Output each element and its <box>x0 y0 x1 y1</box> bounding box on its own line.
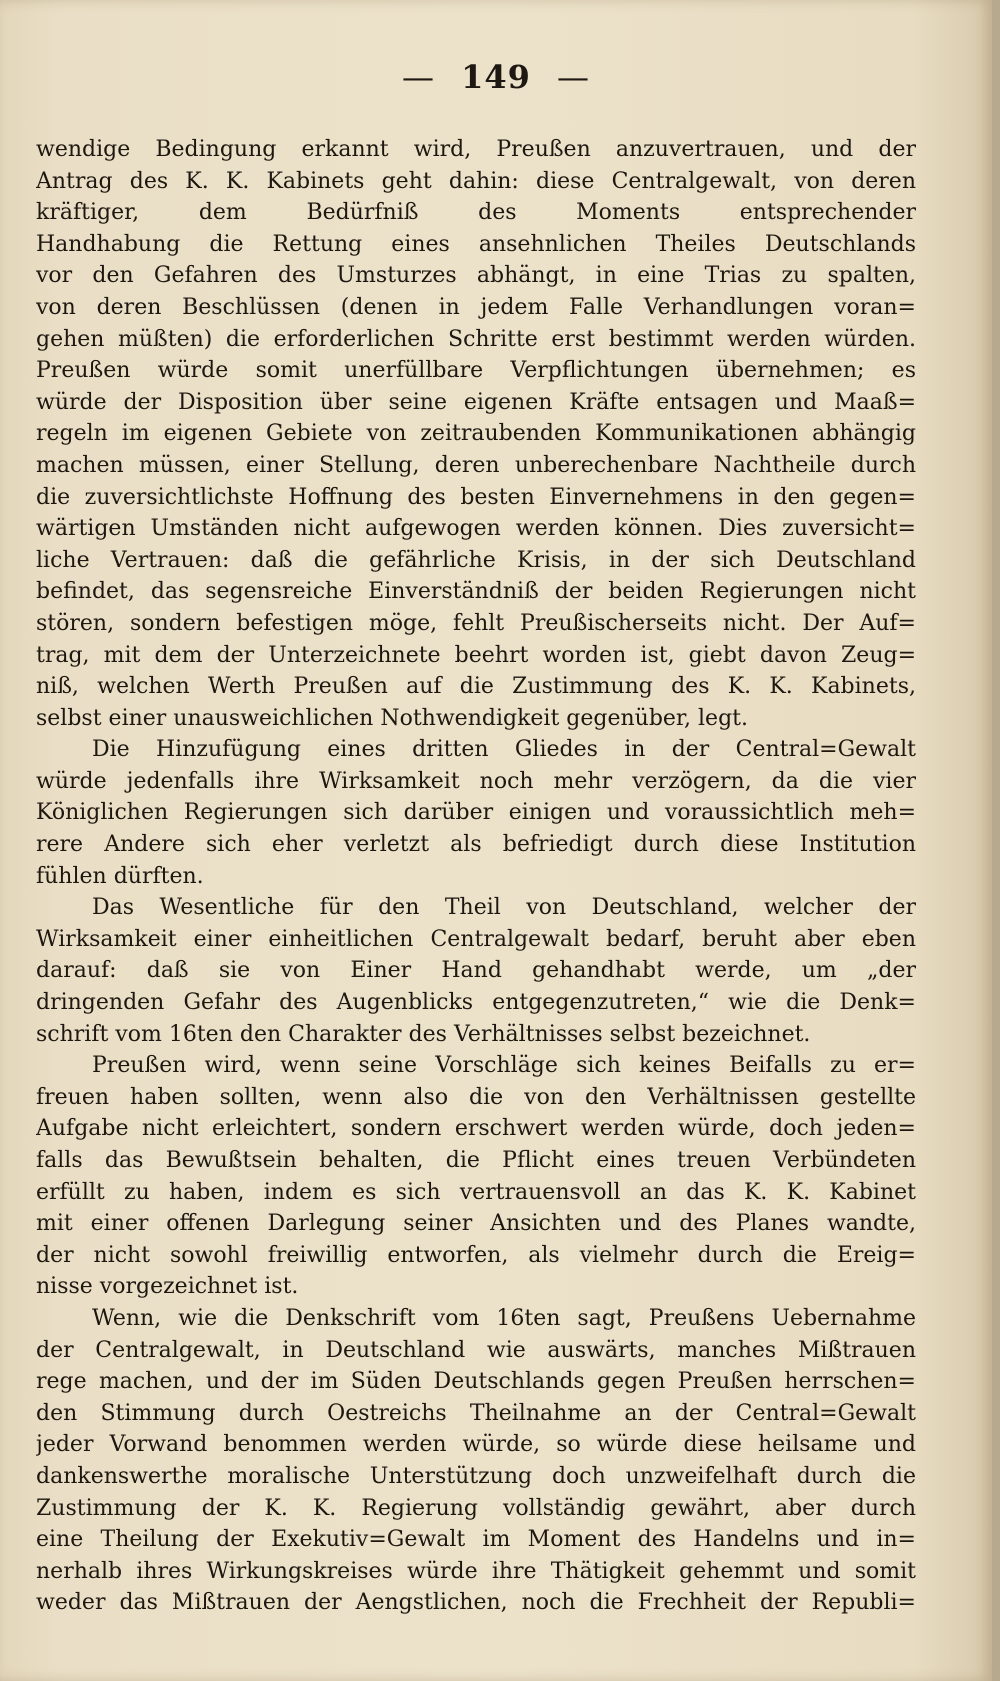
text-line: von deren Beschlüssen (denen in jedem Falle Verhandlungen voran= <box>36 294 916 320</box>
text-line: Zustimmung der K. K. Regierung vollständig gewährt, aber durch <box>36 1495 916 1521</box>
text-line: regeln im eigenen Gebiete von zeitraubenden Kommunikationen abhängig <box>36 421 916 447</box>
text-line: rere Andere sich eher verletzt als befriedigt durch diese Institution <box>36 832 916 858</box>
text-line: den Stimmung durch Oestreichs Theilnahme an der Central=Gewalt <box>36 1400 916 1426</box>
page-edge <box>992 0 1000 1681</box>
text-line: der Centralgewalt, in Deutschland wie auswärts, manches Mißtrauen <box>36 1337 916 1363</box>
text-line: dankenswerthe moralische Unterstützung doch unzweifelhaft durch die <box>36 1463 916 1489</box>
text-line: Antrag des K. K. Kabinets geht dahin: diese Centralgewalt, von deren <box>36 168 916 194</box>
text-line: darauf: daß sie von Einer Hand gehandhabt werde, um „der <box>36 958 916 984</box>
text-line: nisse vorgezeichnet ist. <box>36 1274 299 1300</box>
page-header <box>0 58 992 96</box>
page-number: 149 <box>461 58 531 96</box>
header-dash-left: — <box>401 58 435 96</box>
text-line: vor den Gefahren des Umsturzes abhängt, in eine Trias zu spalten, <box>36 263 916 289</box>
text-line: Königlichen Regierungen sich darüber einigen und voraussichtlich meh= <box>36 800 916 826</box>
text-line: fühlen dürften. <box>36 863 204 889</box>
text-line: Wenn, wie die Denkschrift vom 16ten sagt, Preußens Uebernahme <box>92 1305 916 1331</box>
text-line: Wirksamkeit einer einheitlichen Centralgewalt bedarf, beruht aber eben <box>36 926 916 952</box>
text-line: niß, welchen Werth Preußen auf die Zustimmung des K. K. Kabinets, <box>36 674 916 700</box>
text-line: Das Wesentliche für den Theil von Deutschland, welcher der <box>92 895 916 921</box>
text-line: liche Vertrauen: daß die gefährliche Krisis, in der sich Deutschland <box>36 547 916 573</box>
text-line: nerhalb ihres Wirkungskreises würde ihre Thätigkeit gehemmt und somit <box>36 1558 916 1584</box>
text-line: befindet, das segensreiche Einverständniß der beiden Regierungen nicht <box>36 579 916 605</box>
text-line: eine Theilung der Exekutiv=Gewalt im Moment des Handelns und in= <box>36 1527 916 1553</box>
text-line: trag, mit dem der Unterzeichnete beehrt worden ist, giebt davon Zeug= <box>36 642 916 668</box>
text-line: jeder Vorwand benommen werden würde, so würde diese heilsame und <box>36 1432 916 1458</box>
text-line: selbst einer unausweichlichen Nothwendigkeit gegenüber, legt. <box>36 705 748 731</box>
page-body-text <box>36 134 916 1619</box>
text-line: machen müssen, einer Stellung, deren unberechenbare Nachtheile durch <box>36 452 916 478</box>
text-line: rege machen, und der im Süden Deutschlands gegen Preußen herrschen= <box>36 1369 916 1395</box>
text-line: wendige Bedingung erkannt wird, Preußen anzuvertrauen, und der <box>36 137 916 162</box>
text-line: Die Hinzufügung eines dritten Gliedes in der Central=Gewalt <box>92 737 916 763</box>
text-line: Aufgabe nicht erleichtert, sondern erschwert werden würde, doch jeden= <box>36 1116 916 1142</box>
text-line: schrift vom 16ten den Charakter des Verhältnisses selbst bezeichnet. <box>36 1021 811 1047</box>
text-line: Preußen wird, wenn seine Vorschläge sich keines Beifalls zu er= <box>92 1053 916 1079</box>
text-line: weder das Mißtrauen der Aengstlichen, noch die Frechheit der Republi= <box>36 1590 916 1616</box>
text-line: dringenden Gefahr des Augenblicks entgegenzutreten,“ wie die Denk= <box>36 990 916 1016</box>
text-line: würde der Disposition über seine eigenen Kräfte entsagen und Maaß= <box>36 389 916 415</box>
text-line: Handhabung die Rettung eines ansehnlichen Theiles Deutschlands <box>36 231 916 257</box>
text-line: mit einer offenen Darlegung seiner Ansichten und des Planes wandte, <box>36 1211 916 1237</box>
text-line: Preußen würde somit unerfüllbare Verpflichtungen übernehmen; es <box>36 358 916 384</box>
text-line: erfüllt zu haben, indem es sich vertrauensvoll an das K. K. Kabinet <box>36 1179 916 1205</box>
text-line: würde jedenfalls ihre Wirksamkeit noch mehr verzögern, da die vier <box>36 768 916 794</box>
text-line: kräftiger, dem Bedürfniß des Moments entsprechender <box>36 200 916 226</box>
text-line: falls das Bewußtsein behalten, die Pflicht eines treuen Verbündeten <box>36 1148 916 1173</box>
text-line: die zuversichtlichste Hoffnung des besten Einvernehmens in den gegen= <box>36 484 916 510</box>
header-dash-right: — <box>557 58 591 96</box>
text-line: freuen haben sollten, wenn also die von den Verhältnissen gestellte <box>36 1084 916 1110</box>
text-line: stören, sondern befestigen möge, fehlt Preußischerseits nicht. Der Auf= <box>36 610 916 636</box>
text-line: der nicht sowohl freiwillig entworfen, als vielmehr durch die Ereig= <box>36 1242 916 1268</box>
text-line: gehen müßten) die erforderlichen Schritte erst bestimmt werden würden. <box>36 326 916 352</box>
text-line: wärtigen Umständen nicht aufgewogen werden können. Dies zuversicht= <box>36 516 916 542</box>
